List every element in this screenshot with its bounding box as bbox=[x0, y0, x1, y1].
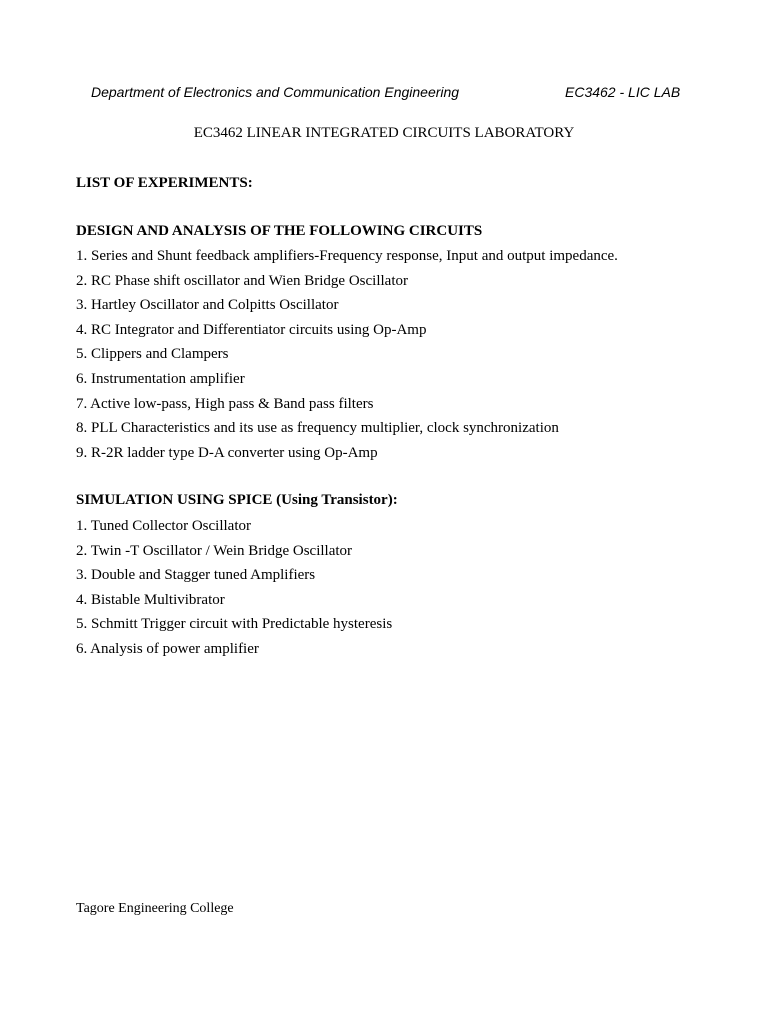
list-item: 8. PLL Characteristics and its use as frequency multiplier, clock synchronization bbox=[76, 420, 559, 437]
footer-college: Tagore Engineering College bbox=[76, 901, 234, 916]
list-item: 3. Double and Stagger tuned Amplifiers bbox=[76, 567, 316, 584]
list-item: 1. Tuned Collector Oscillator bbox=[76, 518, 251, 534]
list-item: 5. Schmitt Trigger circuit with Predictable hysteresis bbox=[76, 616, 393, 633]
list-item: 6. Instrumentation amplifier bbox=[76, 370, 245, 387]
document-title: EC3462 LINEAR INTEGRATED CIRCUITS LABORATORY bbox=[193, 125, 575, 141]
design-experiments-list bbox=[76, 246, 618, 467]
list-item: 5. Clippers and Clampers bbox=[76, 346, 229, 363]
list-item: 9. R-2R ladder type D-A converter using Op-Amp bbox=[76, 444, 378, 461]
section-simulation-heading: SIMULATION USING SPICE (Using Transistor): bbox=[76, 492, 398, 508]
header-course: EC3462 - LIC LAB bbox=[565, 84, 681, 100]
list-item: 4. RC Integrator and Differentiator circuits using Op-Amp bbox=[76, 321, 427, 338]
list-item: 2. Twin -T Oscillator / Wein Bridge Oscillator bbox=[76, 542, 353, 559]
list-item: 6. Analysis of power amplifier bbox=[76, 640, 259, 657]
list-of-experiments-heading: LIST OF EXPERIMENTS: bbox=[76, 175, 253, 191]
list-item: 2. RC Phase shift oscillator and Wien Bridge Oscillator bbox=[76, 272, 408, 289]
simulation-experiments-list bbox=[76, 516, 392, 664]
header-department: Department of Electronics and Communication Engineering bbox=[91, 84, 460, 100]
list-item: 7. Active low-pass, High pass & Band pass filters bbox=[76, 395, 374, 412]
list-item: 4. Bistable Multivibrator bbox=[76, 591, 225, 608]
list-item: 1. Series and Shunt feedback amplifiers-Frequency response, Input and output impedance. bbox=[76, 248, 618, 264]
list-item: 3. Hartley Oscillator and Colpitts Oscillator bbox=[76, 297, 339, 314]
section-design-heading: DESIGN AND ANALYSIS OF THE FOLLOWING CIRCUITS bbox=[76, 223, 483, 239]
